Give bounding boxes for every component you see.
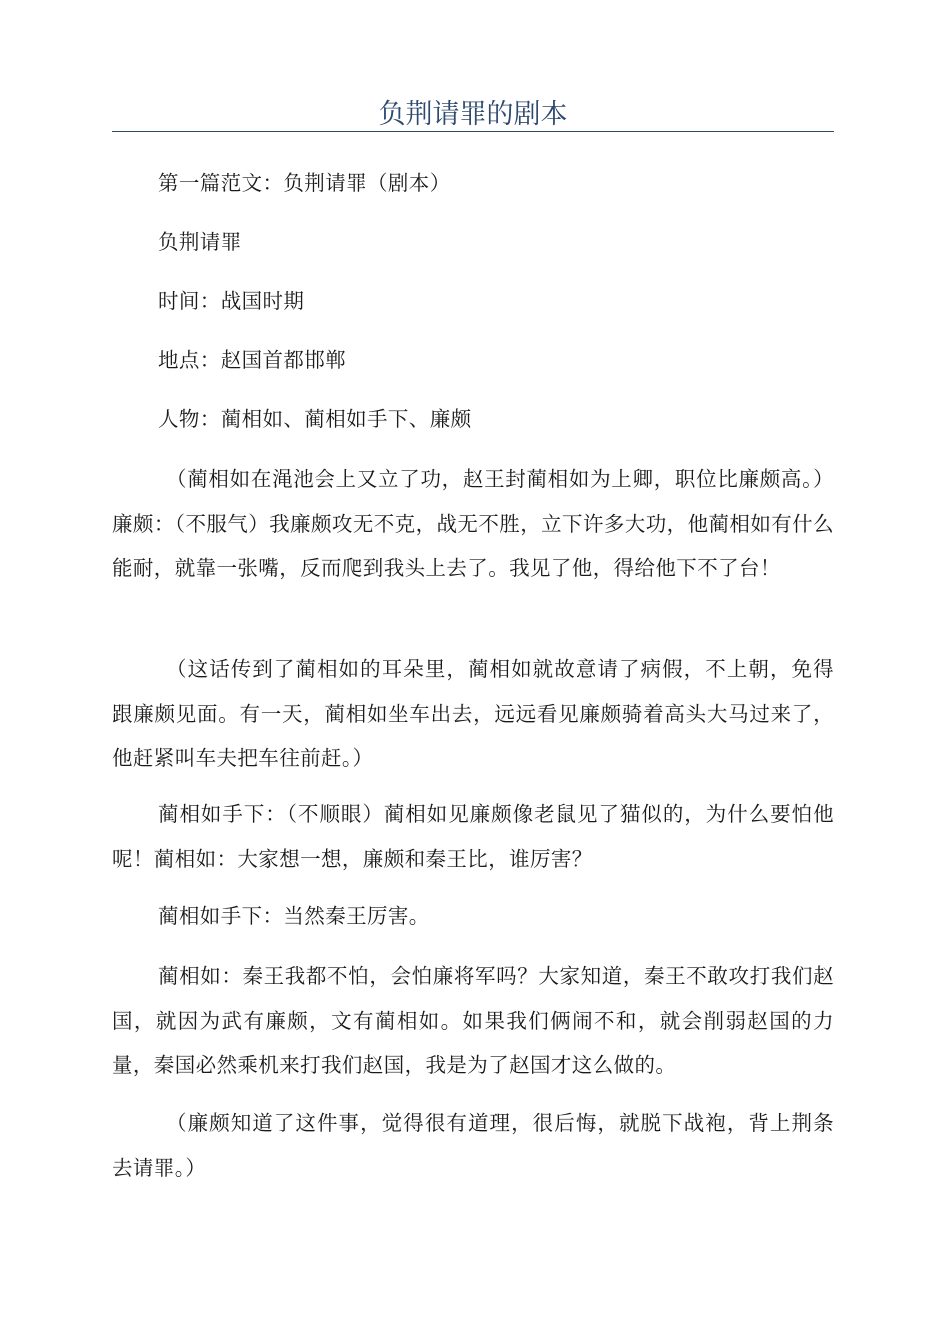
paragraph-dialogue-3: 蔺相如：秦王我都不怕，会怕廉将军吗？大家知道，秦王不敢攻打我们赵国，就因为武有廉颇，文有蔺相如。如果我们俩闹不和，就会削弱赵国的力量，秦国必然乘机来打我们赵国，我是为了赵国才这么做的。 (112, 964, 834, 1077)
paragraph-dialogue-2: 蔺相如手下：当然秦王厉害。 (158, 904, 430, 928)
paragraph-play-title: 负荆请罪 (158, 230, 242, 254)
paragraph-heading: 第一篇范文：负荆请罪（剧本） (158, 171, 451, 195)
paragraph-time: 时间：战国时期 (158, 289, 305, 313)
paragraph-characters: 人物：蔺相如、蔺相如手下、廉颇 (158, 407, 472, 431)
paragraph-scene-2: （这话传到了蔺相如的耳朵里，蔺相如就故意请了病假，不上朝，免得跟廉颇见面。有一天，蔺相如坐车出去，远远看见廉颇骑着高头大马过来了，他赶紧叫车夫把车往前赶。） (112, 657, 834, 770)
paragraph-scene-1: （蔺相如在渑池会上又立了功，赵王封蔺相如为上卿，职位比廉颇高。）廉颇：（不服气）我廉颇攻无不克，战无不胜，立下许多大功，他蔺相如有什么能耐，就靠一张嘴，反而爬到我头上去了。我见了他，得给他下不了台！ (112, 467, 834, 580)
paragraph-scene-3: （廉颇知道了这件事，觉得很有道理，很后悔，就脱下战袍，背上荆条去请罪。） (112, 1111, 834, 1180)
paragraph-dialogue-1: 蔺相如手下：（不顺眼）蔺相如见廉颇像老鼠见了猫似的，为什么要怕他呢！蔺相如：大家想一想，廉颇和秦王比，谁厉害？ (112, 802, 834, 871)
document-title: 负荆请罪的剧本 (378, 99, 568, 130)
title-underline (112, 131, 834, 132)
paragraph-place: 地点：赵国首都邯郸 (158, 348, 347, 372)
document-page (112, 0, 834, 1344)
